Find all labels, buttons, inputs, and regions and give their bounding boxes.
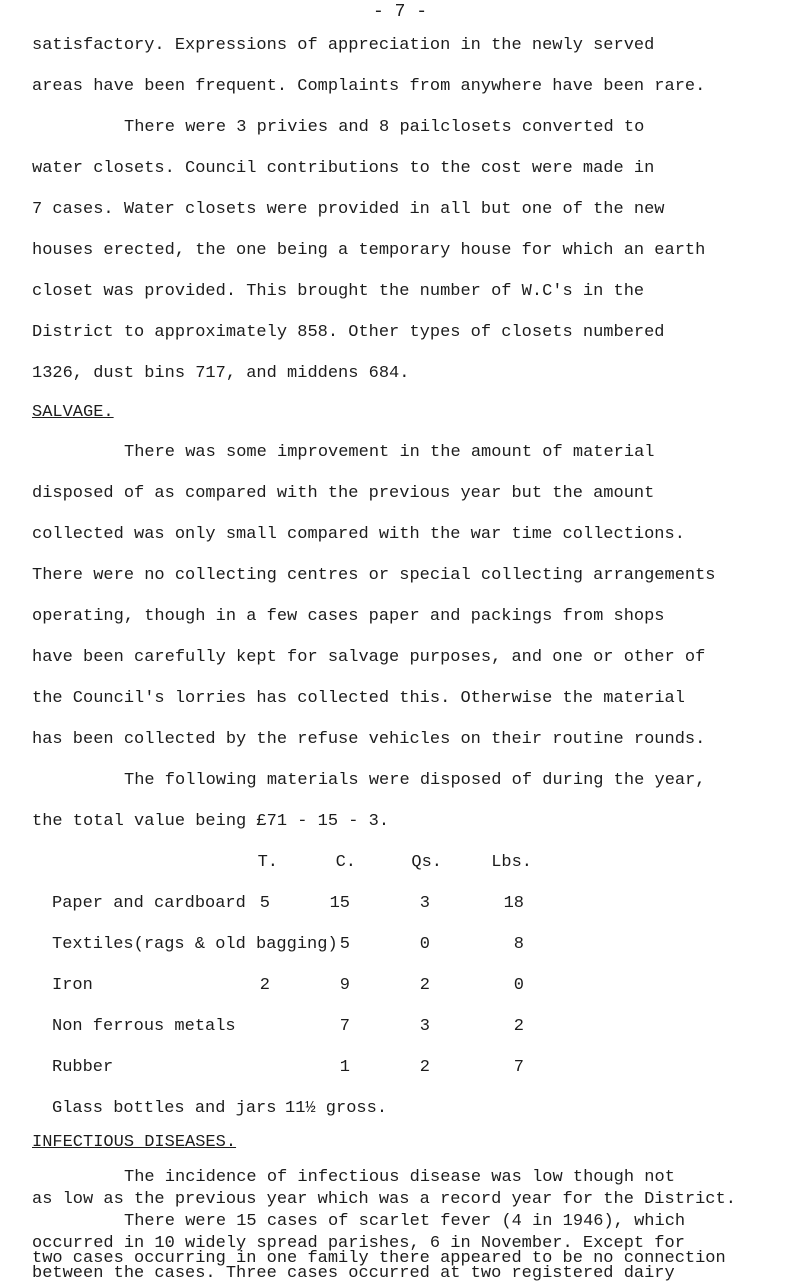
table-cell: 3 xyxy=(419,1017,430,1036)
infectious-diseases-heading: INFECTIOUS DISEASES. xyxy=(32,1133,237,1152)
text-line: collected was only small compared with the war time collections. xyxy=(32,525,685,544)
text-line: District to approximately 858. Other types of closets numbered xyxy=(32,323,665,342)
text-line: operating, though in a few cases paper and packings from shops xyxy=(32,607,665,626)
table-cell: 9 xyxy=(339,976,350,995)
text-line: closet was provided. This brought the number of W.C's in the xyxy=(32,282,645,301)
column-header: T. xyxy=(257,853,278,872)
table-cell: 2 xyxy=(259,976,270,995)
table-cell: 7 xyxy=(339,1017,350,1036)
table-cell: 3 xyxy=(419,894,430,913)
table-cell: 2 xyxy=(419,1058,430,1077)
table-cell: 7 xyxy=(513,1058,524,1077)
table-row-item: Textiles(rags & old bagging) xyxy=(52,935,338,954)
text-line: as low as the previous year which was a record year for the District. xyxy=(32,1190,736,1209)
table-row-item: Rubber xyxy=(52,1058,114,1077)
table-row-item: Paper and cardboard xyxy=(52,894,246,913)
column-header: C. xyxy=(335,853,356,872)
salvage-heading: SALVAGE. xyxy=(32,403,114,422)
table-cell: 0 xyxy=(513,976,524,995)
text-line: two cases occurring in one family there appeared to be no connection xyxy=(32,1249,726,1268)
text-line: satisfactory. Expressions of appreciation in the newly served xyxy=(32,36,655,55)
text-line: houses erected, the one being a temporary house for which an earth xyxy=(32,241,706,260)
text-line: water closets. Council contributions to the cost were made in xyxy=(32,159,655,178)
text-line: There was some improvement in the amount of material xyxy=(124,443,655,462)
table-row-item: Iron xyxy=(52,976,93,995)
table-cell: 2 xyxy=(513,1017,524,1036)
table-cell: 2 xyxy=(419,976,430,995)
column-header: Lbs. xyxy=(491,853,532,872)
text-line: has been collected by the refuse vehicles on their routine rounds. xyxy=(32,730,706,749)
table-row-item: Non ferrous metals xyxy=(52,1017,236,1036)
table-cell: 5 xyxy=(259,894,270,913)
table-cell: 11½ gross. xyxy=(285,1099,388,1118)
text-line: The following materials were disposed of during the year, xyxy=(124,771,706,790)
page-number: - 7 - xyxy=(372,2,427,22)
table-cell: 1 xyxy=(339,1058,350,1077)
text-line: have been carefully kept for salvage purposes, and one or other of xyxy=(32,648,706,667)
text-line: There were no collecting centres or special collecting arrangements xyxy=(32,566,716,585)
table-cell: 0 xyxy=(419,935,430,954)
table-cell: 18 xyxy=(503,894,524,913)
table-cell: 5 xyxy=(339,935,350,954)
text-line: disposed of as compared with the previous year but the amount xyxy=(32,484,655,503)
text-line: the Council's lorries has collected this. Otherwise the material xyxy=(32,689,685,708)
text-line: the total value being £71 - 15 - 3. xyxy=(32,812,390,831)
text-line: There were 15 cases of scarlet fever (4 in 1946), which xyxy=(124,1212,686,1231)
table-cell: 15 xyxy=(329,894,350,913)
text-line: occurred in 10 widely spread parishes, 6 in November. Except for xyxy=(32,1234,685,1253)
text-line: between the cases. Three cases occurred at two registered dairy xyxy=(32,1264,675,1283)
text-line: 7 cases. Water closets were provided in all but one of the new xyxy=(32,200,665,219)
table-row-item: Glass bottles and jars xyxy=(52,1099,277,1118)
text-line: There were 3 privies and 8 pailclosets converted to xyxy=(124,118,645,137)
column-header: Qs. xyxy=(411,853,442,872)
text-line: areas have been frequent. Complaints from anywhere have been rare. xyxy=(32,77,706,96)
text-line: The incidence of infectious disease was low though not xyxy=(124,1168,675,1187)
text-line: 1326, dust bins 717, and middens 684. xyxy=(32,364,410,383)
table-cell: 8 xyxy=(513,935,524,954)
